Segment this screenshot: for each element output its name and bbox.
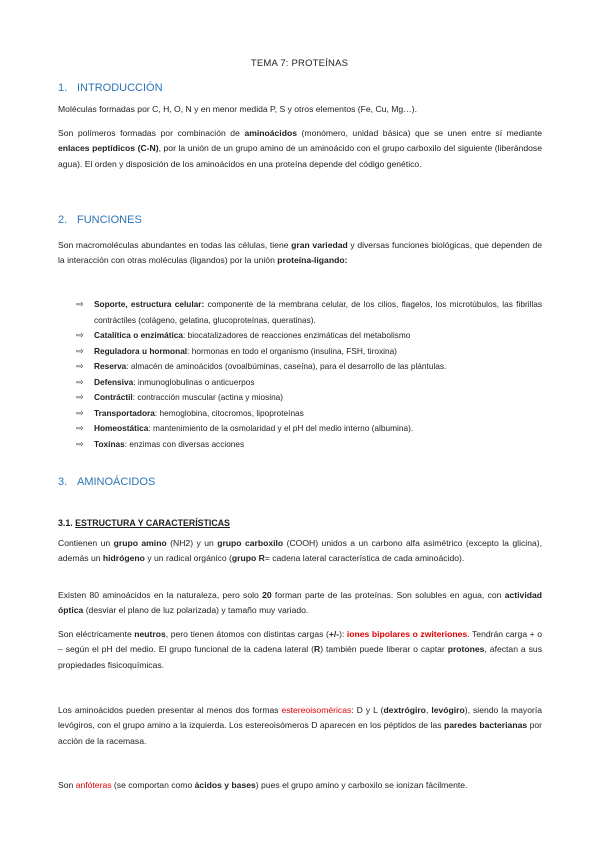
aminoacidos-paragraph-2: Existen 80 aminoácidos en la naturaleza, pero solo 20 forman parte de las proteínas. Son solubles en agua, con actividad óptica (desviar el plano de luz polarizada) y tamaño muy variado. — [58, 590, 542, 616]
arrow-right-icon: ⇨ — [76, 407, 84, 418]
heading-aminoacidos — [58, 476, 155, 488]
function-item — [76, 437, 542, 453]
function-item-text: : hemoglobina, citocromos, lipoproteínas — [154, 407, 304, 418]
heading-text: AMINOÁCIDOS — [77, 476, 156, 488]
heading-number: 1. — [58, 82, 68, 94]
arrow-right-icon: ⇨ — [76, 330, 84, 340]
heading-number: 2. — [58, 214, 68, 226]
function-item-text: : inmunoglobulinas o anticuerpos — [133, 376, 255, 387]
arrow-right-icon: ⇨ — [76, 345, 84, 356]
funciones-paragraph: Son macromoléculas abundantes en todas las células, tiene gran variedad y diversas funciones biológicas, que dependen de la interacción con otras moléculas (ligandos) por la unión proteína-ligando: — [58, 240, 542, 266]
function-item — [76, 375, 542, 391]
function-item-label: Toxinas — [94, 438, 125, 449]
arrow-right-icon: ⇨ — [76, 361, 84, 371]
arrow-right-icon: ⇨ — [76, 392, 84, 402]
function-item-label: Reguladora u hormonal — [94, 345, 188, 356]
aminoacidos-paragraph-5: Son anfóteras (se comportan como ácidos y bases) pues el grupo amino y carboxilo se ionizan fácilmente. — [58, 780, 468, 790]
function-item-text: : hormonas en todo el organismo (insulina, FSH, tiroxina) — [187, 345, 397, 356]
function-item-label: Defensiva — [94, 376, 134, 387]
arrow-right-icon: ⇨ — [76, 423, 84, 433]
anfoteras-highlight: anfóteras — [75, 780, 112, 790]
aminoacidos-paragraph-4: Los aminoácidos pueden presentar al menos dos formas estereoisoméricas: D y L (dextrógiro, levógiro), siendo la mayoría levógiros, con el grupo amino a la izquierda. Los estereoisómeros D aparecen en los péptidos de las paredes bacterianas por acción de la racemasa. — [58, 705, 543, 746]
function-item-label: Contráctil — [94, 392, 133, 402]
aminoacidos-paragraph-1: Contienen un grupo amino (NH2) y un grupo carboxilo (COOH) unidos a un carbono alfa asimétrico (excepto la glicina), además un hidrógeno y un radical orgánico (grupo R= cadena lateral característica de cada aminoácido). — [58, 538, 542, 564]
function-item — [76, 421, 542, 437]
function-item — [76, 390, 542, 406]
heading-text: INTRODUCCIÓN — [77, 82, 163, 94]
function-item-label: Catalítica o enzimática — [94, 330, 183, 340]
arrow-right-icon: ⇨ — [76, 376, 84, 387]
function-item-label: Transportadora — [94, 407, 155, 418]
function-item — [76, 359, 542, 375]
intro-paragraph-1: Moléculas formadas por C, H, O, N y en menor medida P, S y otros elementos (Fe, Cu, Mg…). — [58, 104, 418, 114]
heading-number: 3. — [58, 476, 68, 488]
function-item-text: : contracción muscular (actina y miosina) — [132, 392, 284, 402]
heading-funciones — [58, 214, 142, 226]
function-item-text: : biocatalizadores de reacciones enzimáticas del metabolismo — [183, 330, 411, 340]
zwiterion-highlight: iones bipolares o zwiteriones — [346, 629, 468, 639]
function-item-label: Reserva — [94, 361, 127, 371]
estereoisomericas-highlight: estereoisoméricas — [281, 705, 352, 715]
document-title: TEMA 7: PROTEÍNAS — [250, 58, 349, 69]
function-item-text: : almacén de aminoácidos (ovoalbúminas, caseína), para el desarrollo de las plántulas. — [126, 361, 447, 371]
intro-paragraph-2: Son polímeros formadas por combinación de aminoácidos (monómero, unidad básica) que se unen entre sí mediante enlaces peptídicos (C-N), por la unión de un grupo amino de un aminoácido con el grupo carboxilo del siguiente (liberándose agua). El orden y disposición de los aminoácidos en una proteína depende del código genético. — [58, 128, 543, 169]
function-item-text: componente de la membrana celular, de los cilios, flagelos, los microtúbulos, las fibrillas contráctiles (colágeno, gelatina, glucoproteínas, queratinas). — [94, 299, 542, 325]
function-item-label: Homeostática — [94, 423, 149, 433]
function-item-text: : mantenimiento de la osmolaridad y el pH del medio interno (albumina). — [148, 423, 414, 433]
subheading-estructura: 3.1. ESTRUCTURA Y CARACTERÍSTICAS — [58, 518, 230, 528]
function-item — [76, 344, 542, 360]
function-item — [76, 297, 542, 328]
heading-text: FUNCIONES — [77, 214, 142, 226]
function-item — [76, 406, 542, 422]
aminoacidos-paragraph-3: Son eléctricamente neutros, pero tienen átomos con distintas cargas (+/-): iones bipolares o zwiteriones. Tendrán carga + o – según el pH del medio. El grupo funcional de la cadena lateral (R) también puede liberar o captar protones, afectan a sus propiedades fisicoquímicas. — [58, 629, 542, 670]
arrow-right-icon: ⇨ — [76, 438, 84, 449]
function-item-text: : enzimas con diversas acciones — [124, 438, 245, 449]
functions-list — [76, 297, 542, 452]
heading-introduccion — [58, 82, 163, 94]
function-item — [76, 328, 542, 344]
function-item-label: Soporte, estructura celular: — [94, 299, 205, 309]
arrow-right-icon: ⇨ — [76, 299, 84, 309]
